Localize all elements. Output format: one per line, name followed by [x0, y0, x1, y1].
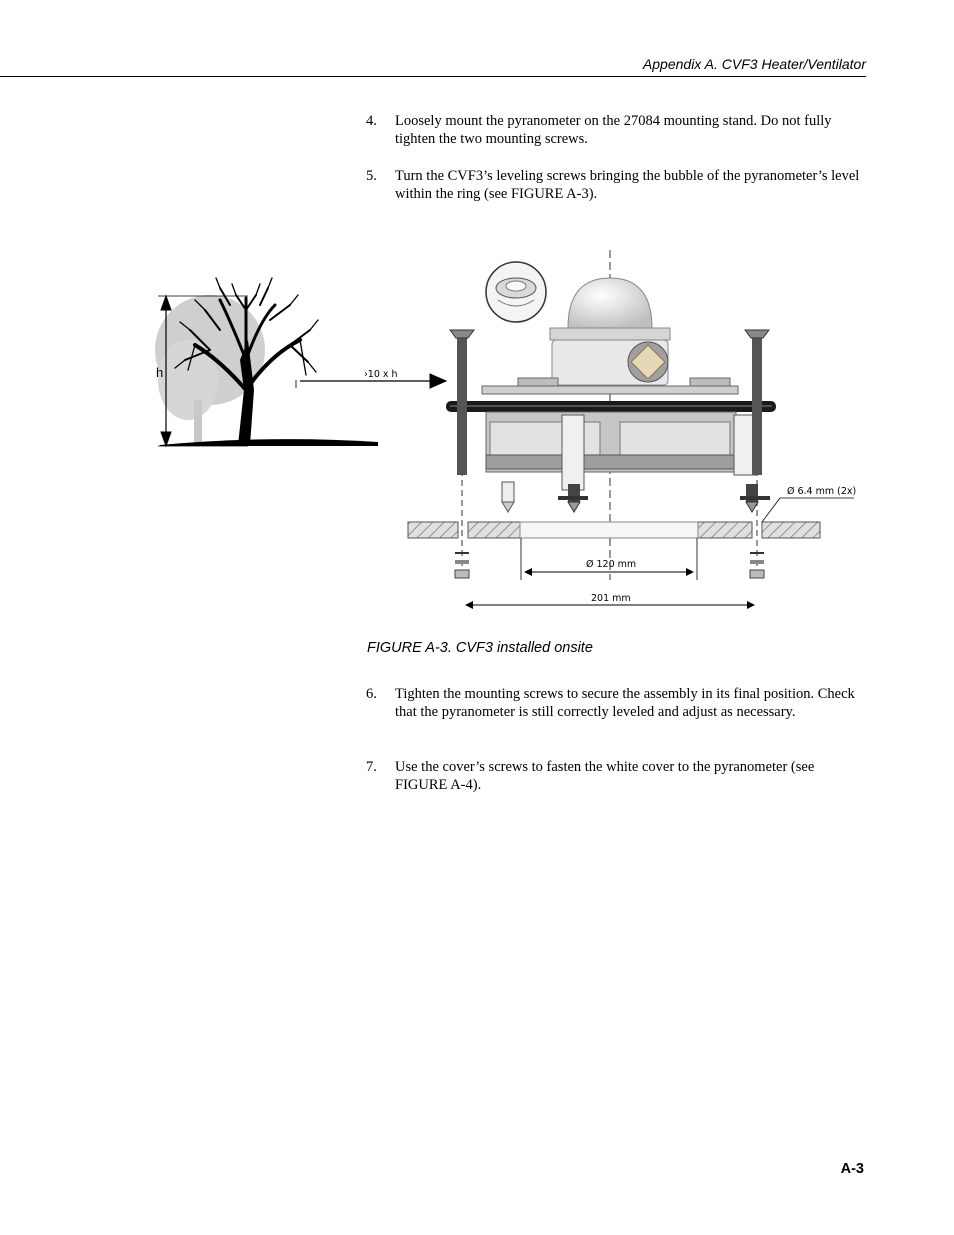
- header-title: Appendix A. CVF3 Heater/Ventilator: [642, 56, 866, 72]
- spacing-label: 201 mm: [591, 593, 631, 604]
- hole-diameter-callout: [762, 498, 854, 522]
- tree-illustration: [155, 278, 378, 446]
- step-text: Tighten the mounting screws to secure the assembly in its final position. Check that the pyranometer is still correctly leveled and adjust as necessary.: [395, 686, 855, 720]
- center-diameter-label: Ø 120 mm: [586, 559, 637, 570]
- step-text: Use the cover’s screws to fasten the white cover to the pyranometer (see FIGURE A-4).: [395, 759, 815, 793]
- pyranometer-assembly: [408, 250, 820, 580]
- distance-label: ›10 x h: [364, 369, 398, 380]
- step-text: Loosely mount the pyranometer on the 27084 mounting stand. Do not fully tighten the two mounting screws.: [395, 113, 832, 147]
- step-5: [366, 167, 866, 203]
- step-number: 7.: [366, 759, 377, 775]
- step-4: [366, 112, 866, 148]
- step-number: 6.: [366, 686, 377, 702]
- page-header: [0, 54, 866, 77]
- hole-diameter-label: Ø 6.4 mm (2x): [787, 486, 857, 497]
- step-number: 5.: [366, 168, 377, 184]
- height-label: h: [156, 365, 164, 380]
- step-6: [366, 685, 866, 721]
- figure-caption: FIGURE A-3. CVF3 installed onsite: [367, 640, 593, 656]
- step-7: [366, 758, 866, 794]
- step-number: 4.: [366, 113, 377, 129]
- page-number: A-3: [840, 1161, 864, 1177]
- step-text: Turn the CVF3’s leveling screws bringing the bubble of the pyranometer’s level within the ring (see FIGURE A-3).: [395, 168, 860, 202]
- cvf3-installation-figure: [150, 250, 860, 620]
